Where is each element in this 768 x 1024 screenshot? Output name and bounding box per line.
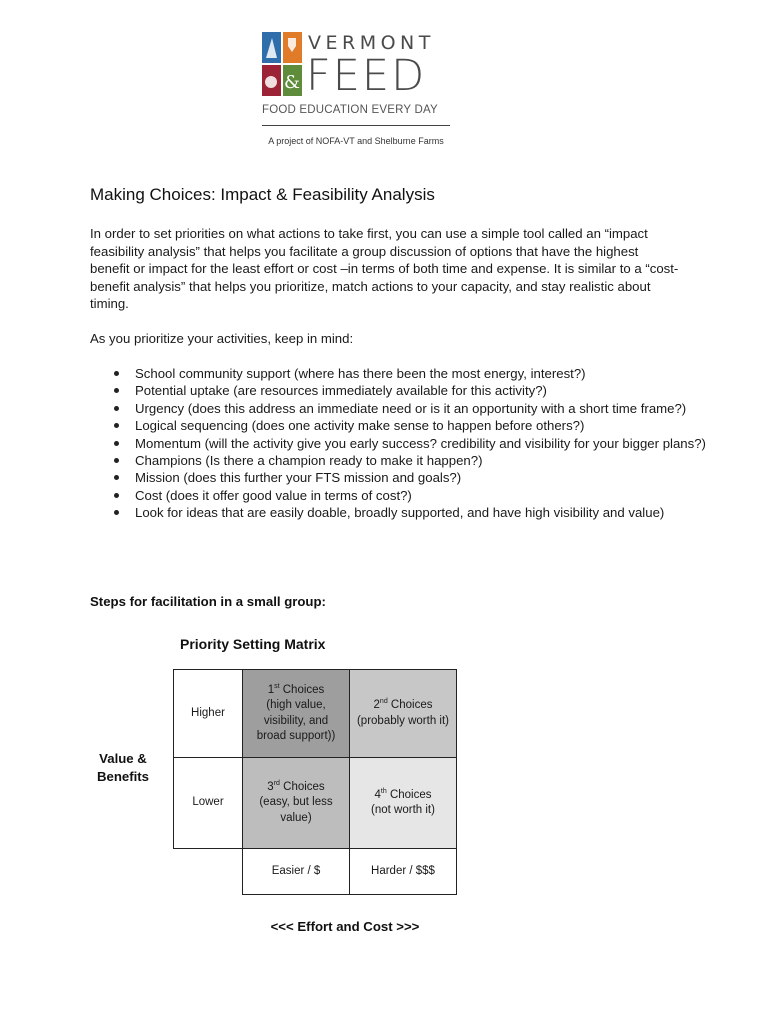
cell-heading: Choices: [387, 699, 433, 711]
cell-first-choices: [243, 670, 350, 758]
cell-fourth-choices: [350, 758, 457, 849]
cell-second-choices: [350, 670, 457, 758]
logo-project-line: A project of NOFA-VT and Shelburne Farms: [268, 136, 444, 146]
list-item: Urgency (does this address an immediate need or is it an opportunity with a short time frame?): [135, 400, 735, 417]
effort-axis-label: <<< Effort and Cost >>>: [270, 919, 420, 934]
keep-in-mind-paragraph: As you prioritize your activities, keep in mind:: [90, 331, 354, 346]
steps-heading: Steps for facilitation in a small group:: [90, 594, 326, 609]
cell-number: 4: [374, 788, 381, 801]
cell-ordinal: th: [380, 787, 387, 795]
list-item: Look for ideas that are easily doable, broadly supported, and have high visibility and value): [135, 504, 735, 521]
cell-heading: Choices: [279, 780, 325, 793]
list-item: Cost (does it offer good value in terms of cost?): [135, 487, 735, 504]
empty-corner-cell: [174, 849, 243, 895]
cell-description: (probably worth it): [356, 714, 450, 727]
cell-heading: Choices: [386, 788, 432, 801]
col-label-harder: Harder / $$$: [350, 849, 457, 895]
list-item: Potential uptake (are resources immediately available for this activity?): [135, 382, 735, 399]
list-item: Logical sequencing (does one activity make sense to happen before others?): [135, 417, 735, 434]
col-label-easier: Easier / $: [243, 849, 350, 895]
matrix-title: Priority Setting Matrix: [180, 636, 326, 652]
logo-word-vermont: VERMONT: [308, 32, 435, 54]
cell-number: 2: [373, 699, 380, 711]
list-item: Momentum (will the activity give you early success? credibility and visibility for your bigger plans?): [135, 435, 735, 452]
vermont-feed-logo: [262, 32, 452, 152]
value-axis-label: Value & Benefits: [96, 751, 150, 784]
intro-paragraph: In order to set priorities on what actions to take first, you can use a simple tool called an “impact feasibility analysis” that helps you facilitate a group discussion of options that have the highest benefit or impact for the least effort or cost –in terms of both time and expense. It is similar to a “cost-benefit analysis” that helps you prioritize, match actions to your capacity, and stay realistic about timing.: [90, 226, 679, 312]
logo-tiles-icon: [262, 32, 302, 96]
cell-heading: Choices: [279, 683, 325, 696]
cell-ordinal: st: [274, 682, 280, 690]
cell-third-choices: [243, 758, 350, 849]
logo-divider: [262, 125, 450, 126]
cell-description: (easy, but less value): [259, 796, 333, 824]
list-item: Champions (Is there a champion ready to make it happen?): [135, 452, 735, 469]
considerations-list: [90, 365, 735, 522]
page-title: Making Choices: Impact & Feasibility Analysis: [90, 185, 435, 204]
priority-matrix-table: [173, 669, 457, 895]
cell-number: 3: [267, 780, 274, 793]
cell-description: (not worth it): [371, 804, 435, 816]
logo-tagline: FOOD EDUCATION EVERY DAY: [262, 104, 438, 116]
list-item: School community support (where has there been the most energy, interest?): [135, 365, 735, 382]
svg-text:&: &: [283, 72, 301, 93]
row-label-higher: Higher: [174, 670, 243, 758]
list-item: Mission (does this further your FTS mission and goals?): [135, 469, 735, 486]
row-label-lower: Lower: [174, 758, 243, 849]
logo-mark-icon: [262, 32, 302, 96]
logo-word-feed: FEED: [306, 51, 427, 101]
cell-number: 1: [267, 683, 275, 696]
cell-description: (high value, visibility, and broad support)): [256, 699, 336, 742]
cell-ordinal: rd: [273, 779, 280, 787]
cell-ordinal: nd: [379, 698, 388, 706]
